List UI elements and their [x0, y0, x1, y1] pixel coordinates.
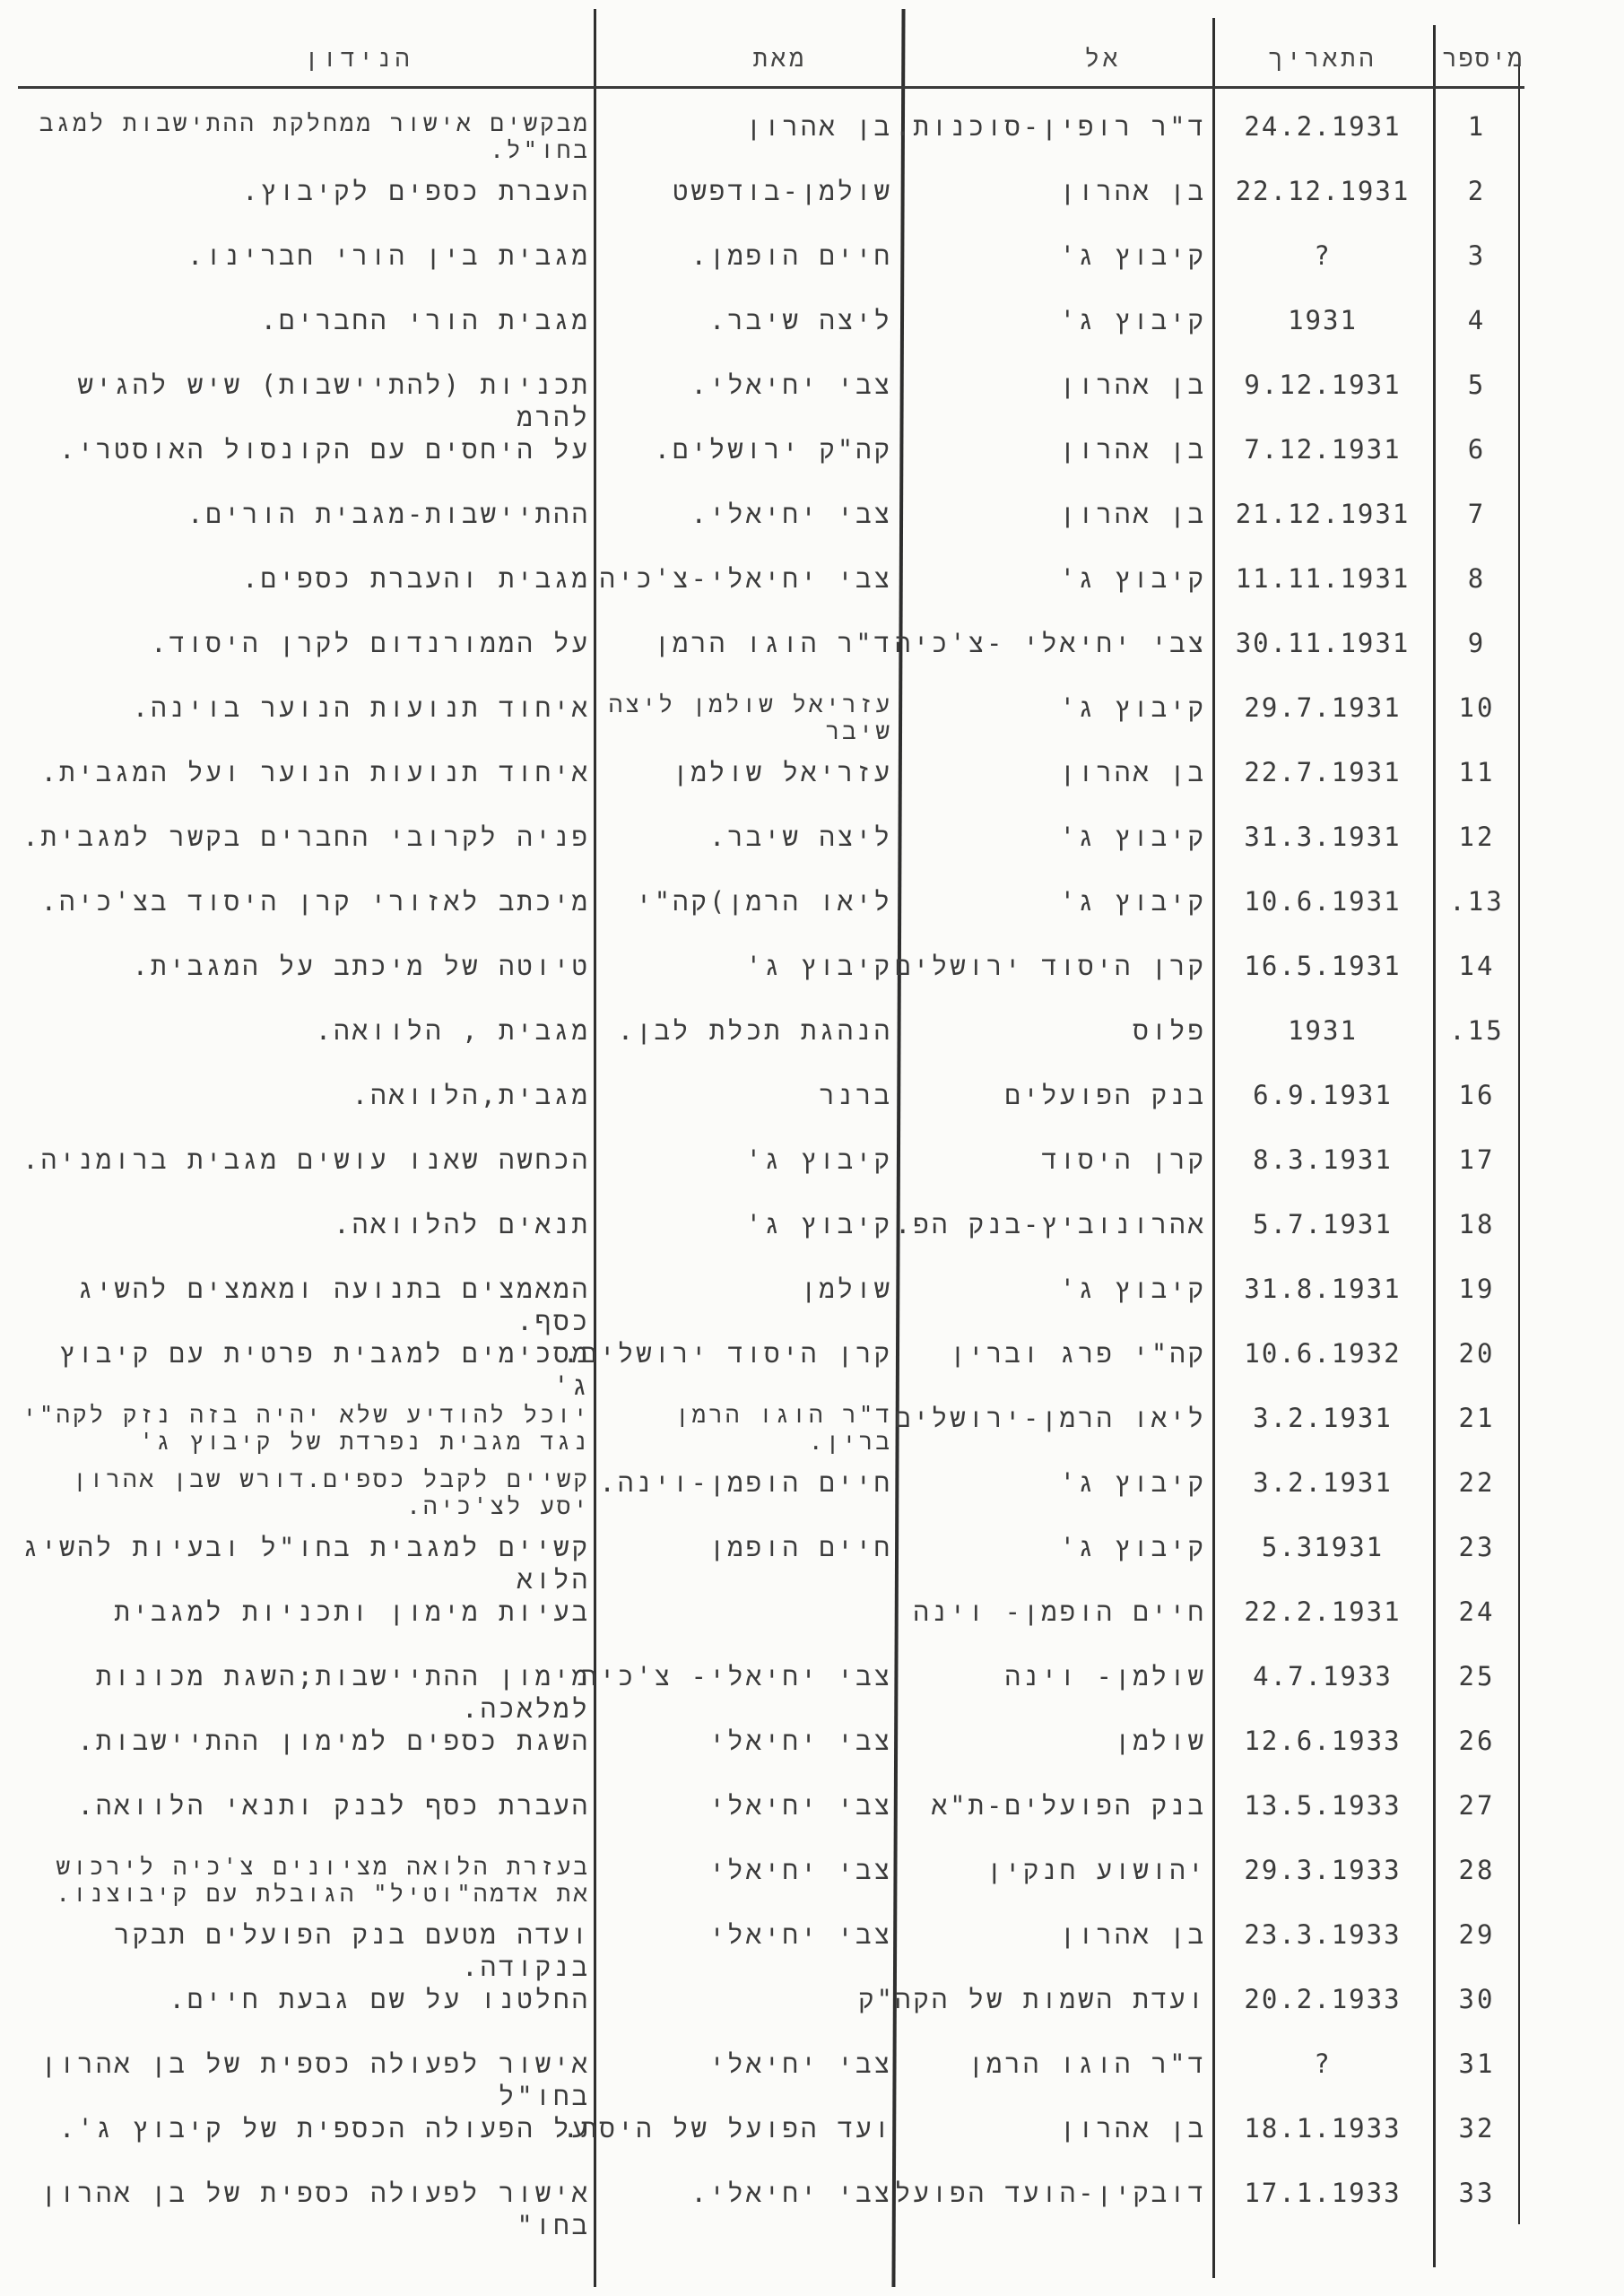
row-number: 3	[1467, 240, 1487, 271]
row-subject: יוכל להודיע שלא יהיה בזה נזק לקה"י נגד מגבית נפרדת של קיבוץ ג'	[22, 1402, 590, 1456]
table-row	[0, 562, 1624, 627]
table-row	[0, 304, 1624, 369]
row-number: 27	[1458, 1790, 1496, 1821]
row-date: 30.11.1931	[1235, 628, 1411, 658]
table-row	[0, 756, 1624, 821]
row-to: אהרונוביץ-בנק הפ.	[894, 1209, 1206, 1239]
row-number: 21	[1458, 1403, 1496, 1433]
row-to: בן אהרון	[1059, 499, 1206, 529]
row-to: בן אהרון	[1059, 2113, 1206, 2144]
row-from: צבי יחיאלי-צ'כיה	[599, 563, 892, 594]
row-date: 22.2.1931	[1244, 1596, 1402, 1627]
table-row	[0, 1531, 1624, 1596]
table-row	[0, 1466, 1624, 1531]
row-number: 33	[1458, 2178, 1496, 2208]
row-to: בן אהרון	[1059, 1919, 1206, 1950]
row-to: קיבוץ ג'	[1059, 305, 1206, 335]
row-date: 1931	[1288, 305, 1358, 335]
table-row	[0, 1789, 1624, 1854]
row-from: צבי יחיאלי.	[690, 499, 892, 529]
row-subject: מיכתב לאזורי קרן היסוד בצ'כיה.	[40, 886, 590, 917]
row-number: 31	[1458, 2048, 1496, 2079]
row-to: ליאו הרמן-ירושלים	[895, 1403, 1206, 1433]
row-number: 6	[1467, 434, 1487, 465]
table-row	[0, 369, 1624, 433]
row-number: 23	[1458, 1532, 1496, 1562]
row-to: צבי יחיאלי -צ'כיה	[894, 628, 1206, 658]
row-to: יהושוע חנקין	[986, 1855, 1206, 1885]
row-number: 5	[1467, 370, 1487, 400]
table-row	[0, 1273, 1624, 1337]
row-subject: קשיים לקבל כספים.דורש שבן אהרון יסע לצ'כיה.	[73, 1466, 590, 1520]
row-number: 24	[1458, 1596, 1496, 1627]
row-subject: בעזרת הלואה מציונים צ'כיה לירכוש את אדמה"וטיל" הגובלת עם קיבוצנו.	[56, 1854, 590, 1908]
row-number: 2	[1467, 176, 1487, 206]
header-number: מיספר	[1442, 45, 1524, 73]
row-subject: תנאים להלוואה.	[334, 1209, 590, 1239]
table-row	[0, 691, 1624, 756]
row-subject: מגבית בין הורי חברינו.	[187, 240, 590, 271]
row-subject: הכחשה שאנו עושים מגבית ברומניה.	[22, 1144, 590, 1175]
row-subject: החלטנו על שם גבעת חיים.	[169, 1984, 590, 2014]
row-from: ליצה שיבר.	[708, 305, 892, 335]
row-number: 10	[1458, 692, 1496, 723]
row-subject: תכניות (להתיישבות) שיש להגיש להרמ	[77, 370, 590, 432]
header-date: התאריך	[1268, 45, 1377, 73]
row-subject: מימון ההתיישבות;השגת מכונות למלאכה.	[95, 1661, 590, 1724]
row-subject: בעיות מימון ותכניות למגבית	[114, 1596, 590, 1627]
header-rule	[18, 86, 1524, 89]
row-date: 21.12.1931	[1235, 499, 1411, 529]
row-number: 9	[1467, 628, 1487, 658]
row-from: חיים הופמן	[708, 1532, 892, 1562]
row-date: 13.5.1933	[1244, 1790, 1402, 1821]
table-row	[0, 2048, 1624, 2112]
table-row	[0, 2177, 1624, 2241]
row-number: .15	[1449, 1015, 1505, 1046]
table-row	[0, 1402, 1624, 1466]
table-row	[0, 1208, 1624, 1273]
row-to: קיבוץ ג'	[1059, 563, 1206, 594]
table-row	[0, 1918, 1624, 1983]
row-number: 11	[1458, 757, 1496, 787]
row-from: שולמן-בודפשט	[673, 176, 892, 206]
row-subject: איחוד תנועות הנוער ועל המגבית.	[40, 757, 590, 787]
row-to: קיבוץ ג'	[1059, 692, 1206, 723]
row-number: 18	[1458, 1209, 1496, 1239]
table-row	[0, 627, 1624, 691]
row-date: 20.2.1933	[1244, 1984, 1402, 2014]
row-to: שולמן	[1114, 1726, 1206, 1756]
row-date: 23.3.1933	[1244, 1919, 1402, 1950]
row-date: 10.6.1931	[1244, 886, 1402, 917]
row-from: קיבוץ ג'	[745, 1209, 892, 1239]
row-to: בנק הפועלים	[1004, 1080, 1206, 1110]
table-row	[0, 1596, 1624, 1660]
row-from: קיבוץ ג'	[745, 951, 892, 981]
table-row	[0, 2112, 1624, 2177]
row-date: 3.2.1931	[1253, 1403, 1393, 1433]
row-to: קיבוץ ג'	[1059, 1467, 1206, 1498]
row-to: קיבוץ ג'	[1059, 886, 1206, 917]
row-number: 7	[1467, 499, 1487, 529]
row-from: צבי יחיאלי.	[690, 2178, 892, 2208]
row-number: 25	[1458, 1661, 1496, 1692]
row-date: 6.9.1931	[1253, 1080, 1393, 1110]
row-from: שולמן	[800, 1274, 892, 1304]
table-row	[0, 821, 1624, 885]
row-date: 3.2.1931	[1253, 1467, 1393, 1498]
row-date: 8.3.1931	[1253, 1144, 1393, 1175]
row-subject: ועדה מטעם בנק הפועלים תבקר בנקודה.	[114, 1919, 590, 1982]
row-number: 16	[1458, 1080, 1496, 1110]
row-number: 14	[1458, 951, 1496, 981]
row-date: 10.6.1932	[1244, 1338, 1402, 1369]
table-row	[0, 110, 1624, 175]
row-date: 4.7.1933	[1253, 1661, 1393, 1692]
row-date: 22.7.1931	[1244, 757, 1402, 787]
row-number: 20	[1458, 1338, 1496, 1369]
row-date: 29.3.1933	[1244, 1855, 1402, 1885]
table-row	[0, 885, 1624, 950]
row-number: 4	[1467, 305, 1487, 335]
table-row	[0, 950, 1624, 1014]
table-row	[0, 1854, 1624, 1918]
row-subject: איחוד תנועות הנוער בוינה.	[132, 692, 590, 723]
row-from: קיבוץ ג'	[745, 1144, 892, 1175]
row-number: 28	[1458, 1855, 1496, 1885]
row-subject: ההתיישבות-מגבית הורים.	[187, 499, 590, 529]
row-subject: אישור לפעולה כספית של בן אהרון בחו"	[40, 2178, 590, 2240]
row-to: ועדת השמות של הקה"ק	[858, 1984, 1206, 2014]
header-from: מאת	[752, 45, 808, 73]
row-from: הנהגת תכלת לבן.	[617, 1015, 892, 1046]
row-to: בן אהרון	[1059, 757, 1206, 787]
table-row	[0, 1014, 1624, 1079]
row-from: צבי יחיאלי	[708, 1855, 892, 1885]
row-date: 17.1.1933	[1244, 2178, 1402, 2208]
row-to: קיבוץ ג'	[1059, 1532, 1206, 1562]
row-subject: מבקשים אישור ממחלקת ההתישבות למגב בחו"ל.	[39, 110, 590, 164]
table-row	[0, 498, 1624, 562]
row-subject: אישור לפעולה כספית של בן אהרון בחו"ל	[40, 2048, 590, 2111]
row-to: פלוס	[1133, 1015, 1206, 1046]
row-subject: על הפעולה הכספית של קיבוץ ג'.	[58, 2113, 590, 2144]
row-from: עזריאל שולמן	[673, 757, 892, 787]
row-subject: מגבית,הלוואה.	[352, 1080, 590, 1110]
row-number: 32	[1458, 2113, 1496, 2144]
row-number: 30	[1458, 1984, 1496, 2014]
row-date: 7.12.1931	[1244, 434, 1402, 465]
row-from: צבי יחיאלי.	[690, 370, 892, 400]
row-subject: על היחסים עם הקונסול האוסטרי.	[59, 434, 590, 465]
row-subject: על הממורנדום לקרן היסוד.	[151, 628, 590, 658]
row-number: 12	[1458, 822, 1496, 852]
row-from: ועד הפועל של היסת.	[562, 2113, 892, 2144]
table-row	[0, 1660, 1624, 1725]
header-to: אל	[1084, 45, 1122, 73]
row-number: 22	[1458, 1467, 1496, 1498]
row-subject: המאמצים בתנועה ומאמצים להשיג כסף.	[77, 1274, 590, 1336]
row-subject: מגבית והעברת כספים.	[242, 563, 590, 594]
row-number: 17	[1458, 1144, 1496, 1175]
row-from: עזריאל שולמן ליצה שיבר	[608, 691, 892, 745]
table-row	[0, 1337, 1624, 1402]
row-from: צבי יחיאלי	[708, 1726, 892, 1756]
table-row	[0, 1144, 1624, 1208]
row-date: 5.7.1931	[1253, 1209, 1393, 1239]
row-date: 18.1.1933	[1244, 2113, 1402, 2144]
row-from: ד"ר הוגו הרמן	[654, 628, 892, 658]
row-to: בנק הפועלים-ת"א	[931, 1790, 1206, 1821]
row-date: 9.12.1931	[1244, 370, 1402, 400]
row-to: קרן היסוד ירושלים	[895, 951, 1206, 981]
row-to: קרן היסוד	[1041, 1144, 1206, 1175]
row-from: צבי יחיאלי	[708, 1790, 892, 1821]
row-to: ד"ר רופין-סוכנות.	[894, 111, 1206, 142]
table-row	[0, 1725, 1624, 1789]
row-to: שולמן- וינה	[1004, 1661, 1206, 1692]
row-number: 1	[1467, 111, 1487, 142]
row-subject: מגבית הורי החברים.	[260, 305, 590, 335]
row-subject: העברת כסף לבנק ותנאי הלוואה.	[77, 1790, 590, 1821]
row-number: .13	[1449, 886, 1505, 917]
row-to: קיבוץ ג'	[1059, 1274, 1206, 1304]
row-to: בן אהרון	[1059, 176, 1206, 206]
row-date: 16.5.1931	[1244, 951, 1402, 981]
row-date: 31.3.1931	[1244, 822, 1402, 852]
header-subject: הנידון	[304, 45, 413, 73]
row-date: 31.8.1931	[1244, 1274, 1402, 1304]
row-to: קה"י פרג וברין	[950, 1338, 1206, 1369]
row-subject: מסכימים למגבית פרטית עם קיבוץ ג'	[59, 1338, 590, 1401]
row-to: בן אהרון	[1059, 434, 1206, 465]
row-from: קרן היסוד ירושלים.	[562, 1338, 892, 1369]
row-from: צבי יחיאלי- צ'כיה	[580, 1661, 892, 1692]
row-from: ברנר	[819, 1080, 892, 1110]
row-to: קיבוץ ג'	[1059, 822, 1206, 852]
row-date: 22.12.1931	[1235, 176, 1411, 206]
row-date: 12.6.1933	[1244, 1726, 1402, 1756]
row-number: 19	[1458, 1274, 1496, 1304]
table-row	[0, 239, 1624, 304]
row-from: קה"ק ירושלים.	[654, 434, 892, 465]
table-row	[0, 175, 1624, 239]
row-to: קיבוץ ג'	[1059, 240, 1206, 271]
row-from: צבי יחיאלי	[708, 1919, 892, 1950]
table-row	[0, 1079, 1624, 1144]
row-from: ליצה שיבר.	[708, 822, 892, 852]
row-to: בן אהרון	[1059, 370, 1206, 400]
row-to: חיים הופמן- וינה	[913, 1596, 1206, 1627]
row-subject: השגת כספים למימון ההתיישבות.	[77, 1726, 590, 1756]
row-number: 29	[1458, 1919, 1496, 1950]
row-subject: העברת כספים לקיבוץ.	[242, 176, 590, 206]
row-from: ליאו הרמן)קה"י	[636, 886, 892, 917]
row-to: ד"ר הוגו הרמן	[968, 2048, 1206, 2079]
row-date: 24.2.1931	[1244, 111, 1402, 142]
row-from: בן אהרון	[745, 111, 892, 142]
row-from: ד"ר הוגו הרמן ברין.	[675, 1402, 892, 1456]
table-row	[0, 433, 1624, 498]
row-date: 11.11.1931	[1235, 563, 1411, 594]
row-subject: קשיים למגבית בחו"ל ובעיות להשיג הלוא	[22, 1532, 590, 1595]
row-date: ?	[1314, 240, 1332, 271]
row-subject: פניה לקרובי החברים בקשר למגבית.	[22, 822, 590, 852]
row-date: 29.7.1931	[1244, 692, 1402, 723]
row-number: 26	[1458, 1726, 1496, 1756]
row-from: חיים הופמן-וינה.	[599, 1467, 892, 1498]
row-to: דובקין-הועד הפועל	[895, 2178, 1206, 2208]
row-from: חיים הופמן.	[690, 240, 892, 271]
row-from: צבי יחיאלי	[708, 2048, 892, 2079]
table-row	[0, 1983, 1624, 2048]
row-number: 8	[1467, 563, 1487, 594]
row-subject: טיוטה של מיכתב על המגבית.	[132, 951, 590, 981]
row-date: ?	[1314, 2048, 1332, 2079]
row-date: 5.31931	[1261, 1532, 1385, 1562]
row-subject: מגבית , הלוואה.	[315, 1015, 590, 1046]
row-date: 1931	[1288, 1015, 1358, 1046]
